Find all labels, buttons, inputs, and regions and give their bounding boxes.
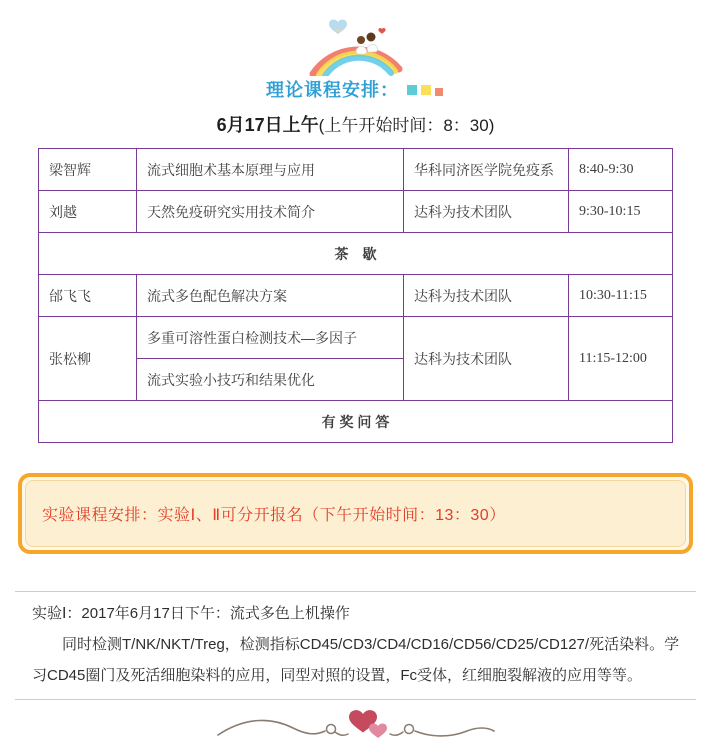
session-start-time: (上午开始时间：8：30) bbox=[318, 116, 495, 135]
right-swirl-tail bbox=[390, 732, 403, 735]
coral-square-icon bbox=[435, 88, 443, 96]
time-cell: 9:30-10:15 bbox=[569, 191, 673, 233]
time-cell: 11:15-12:00 bbox=[569, 317, 673, 401]
speaker-cell: 刘越 bbox=[39, 191, 137, 233]
left-swirl-tail bbox=[335, 732, 348, 735]
tiny-heart-icon bbox=[378, 28, 385, 34]
page-title: 理论课程安排： bbox=[266, 80, 399, 100]
lab-course-notice-box bbox=[18, 473, 693, 554]
prize-quiz-cell: 有 奖 问 答 bbox=[39, 401, 673, 443]
affiliation-cell: 达科为技术团队 bbox=[404, 191, 569, 233]
experiment-body-paragraph: 同时检测T/NK/NKT/Treg，检测指标CD45/CD3/CD4/CD16/CD56/CD25/CD127/死活染料。学习CD45圈门及死活细胞染料的应用，同型对照的设置，Fc受体，红细胞裂解液的应用等等。 bbox=[32, 636, 680, 684]
header bbox=[0, 0, 711, 137]
table-row-break bbox=[39, 233, 673, 275]
left-swirl-line bbox=[218, 720, 325, 735]
experiment-section bbox=[0, 591, 711, 700]
footer-decoration bbox=[0, 705, 711, 750]
rainbow-kids-illustration bbox=[308, 12, 404, 76]
experiment-text bbox=[32, 598, 681, 691]
affiliation-cell: 达科为技术团队 bbox=[404, 317, 569, 401]
right-swirl-line bbox=[415, 728, 494, 736]
kid-head-right bbox=[366, 33, 375, 42]
table-row bbox=[39, 149, 673, 191]
top-divider-line bbox=[15, 591, 696, 592]
session-date: 6月17日上午 bbox=[216, 115, 319, 135]
affiliation-cell: 华科同济医学院免疫系 bbox=[404, 149, 569, 191]
lab-course-notice-inner bbox=[25, 480, 686, 547]
table-row bbox=[39, 191, 673, 233]
yellow-square-icon bbox=[421, 85, 431, 95]
schedule-table bbox=[38, 148, 673, 443]
right-swirl-loop bbox=[404, 725, 413, 734]
topic-cell: 天然免疫研究实用技术简介 bbox=[137, 191, 404, 233]
tea-break-cell: 茶 歇 bbox=[39, 233, 673, 275]
topic-cell: 流式多色配色解决方案 bbox=[137, 275, 404, 317]
topic-cell: 流式实验小技巧和结果优化 bbox=[137, 359, 404, 401]
section-title-row bbox=[0, 76, 711, 102]
affiliation-cell: 达科为技术团队 bbox=[404, 275, 569, 317]
session-subtitle bbox=[0, 111, 711, 137]
table-row bbox=[39, 317, 673, 359]
topic-cell: 流式细胞术基本原理与应用 bbox=[137, 149, 404, 191]
small-heart-icon bbox=[369, 723, 387, 738]
teal-square-icon bbox=[407, 85, 417, 95]
speaker-cell: 梁智辉 bbox=[39, 149, 137, 191]
kid-head-left bbox=[357, 36, 365, 44]
table-row bbox=[39, 275, 673, 317]
time-cell: 8:40-9:30 bbox=[569, 149, 673, 191]
speaker-cell: 张松柳 bbox=[39, 317, 137, 401]
experiment-title-line: 实验Ⅰ：2017年6月17日下午：流式多色上机操作 bbox=[32, 605, 350, 622]
kid-body-right bbox=[367, 44, 378, 52]
speaker-cell: 邰飞飞 bbox=[39, 275, 137, 317]
bottom-divider-line bbox=[15, 699, 696, 700]
table-row-prize bbox=[39, 401, 673, 443]
left-swirl-loop bbox=[326, 725, 335, 734]
time-cell: 10:30-11:15 bbox=[569, 275, 673, 317]
title-accent-squares bbox=[405, 80, 445, 101]
hearts-flourish-icon bbox=[215, 705, 497, 745]
lab-course-notice-text: 实验课程安排：实验Ⅰ、Ⅱ可分开报名（下午开始时间：13：30） bbox=[42, 507, 506, 524]
topic-cell: 多重可溶性蛋白检测技术—多因子 bbox=[137, 317, 404, 359]
